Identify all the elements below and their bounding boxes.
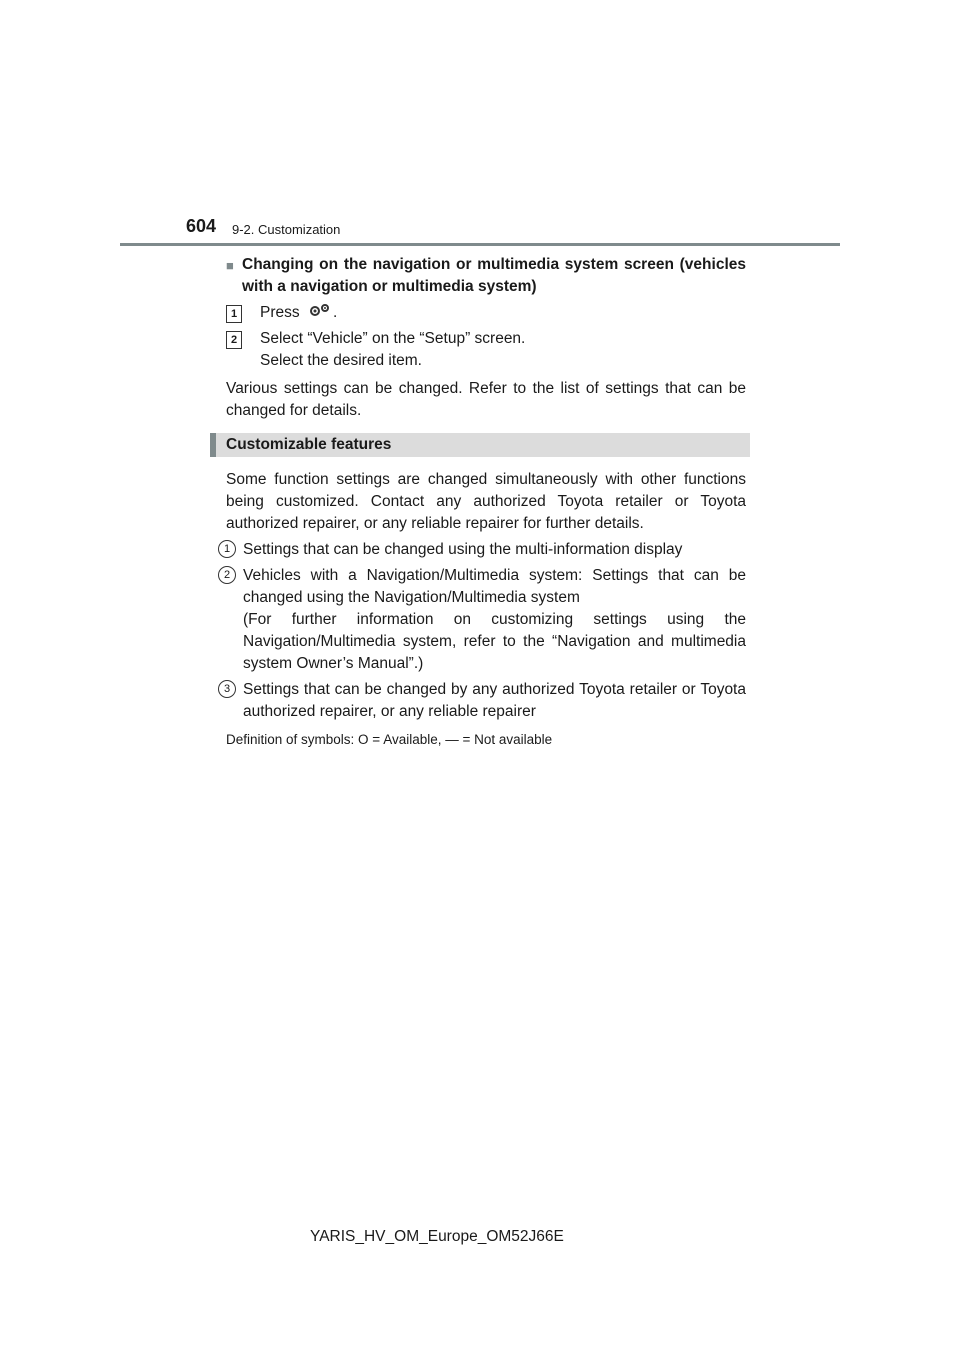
feature-item-text: Vehicles with a Navigation/Multimedia system: Settings that can be changed using the Navigation/Multimedia system [243, 567, 746, 606]
feature-item-subtext: (For further information on customizing settings using the Navigation/Multimedia system, refer to the “Navigation and multimedia system Owner’s Manual”.) [243, 611, 746, 672]
features-section [223, 463, 746, 751]
step-1-text: Press [260, 304, 300, 322]
page-number: 604 [186, 216, 217, 236]
gear-icon [308, 302, 332, 324]
features-intro: Some function settings are changed simultaneously with other functions being customized. Contact any authorized Toyota retailer or Toyota authorized repairer, or any reliable repairer for further details. [226, 471, 746, 532]
step-2 [226, 328, 746, 350]
step-1-period: . [332, 304, 338, 322]
circled-number: 1 [218, 540, 236, 558]
square-bullet-icon: ■ [226, 258, 234, 273]
step-2-text: Select “Vehicle” on the “Setup” screen. [260, 330, 526, 348]
feature-item-2 [223, 565, 746, 675]
section-title: 9-2. Customization [232, 222, 341, 237]
feature-item-1 [223, 539, 746, 561]
document-code: YARIS_HV_OM_Europe_OM52J66E [310, 1228, 564, 1245]
circled-number: 2 [218, 566, 236, 584]
symbols-definition: Definition of symbols: O = Available, — = Not available [226, 732, 553, 747]
feature-item-3 [223, 679, 746, 723]
changing-title-text: Changing on the navigation or multimedia system screen (vehicles with a navigation or multimedia system) [242, 256, 746, 295]
step-2-subtext: Select the desired item. [260, 352, 422, 370]
step-1 [226, 302, 746, 324]
changing-title [226, 254, 746, 298]
feature-item-text: Settings that can be changed using the multi-information display [243, 541, 683, 558]
step-number-box: 1 [226, 305, 242, 323]
changing-note: Various settings can be changed. Refer to the list of settings that can be changed for details. [226, 380, 746, 420]
circled-number: 3 [218, 680, 236, 698]
header-divider [120, 243, 840, 246]
step-number-box: 2 [226, 331, 242, 349]
feature-item-text: Settings that can be changed by any authorized Toyota retailer or Toyota authorized repairer, or any reliable repairer [243, 681, 746, 720]
changing-section [226, 254, 746, 422]
page-header [0, 0, 960, 250]
customizable-features-heading: Customizable features [210, 433, 750, 457]
